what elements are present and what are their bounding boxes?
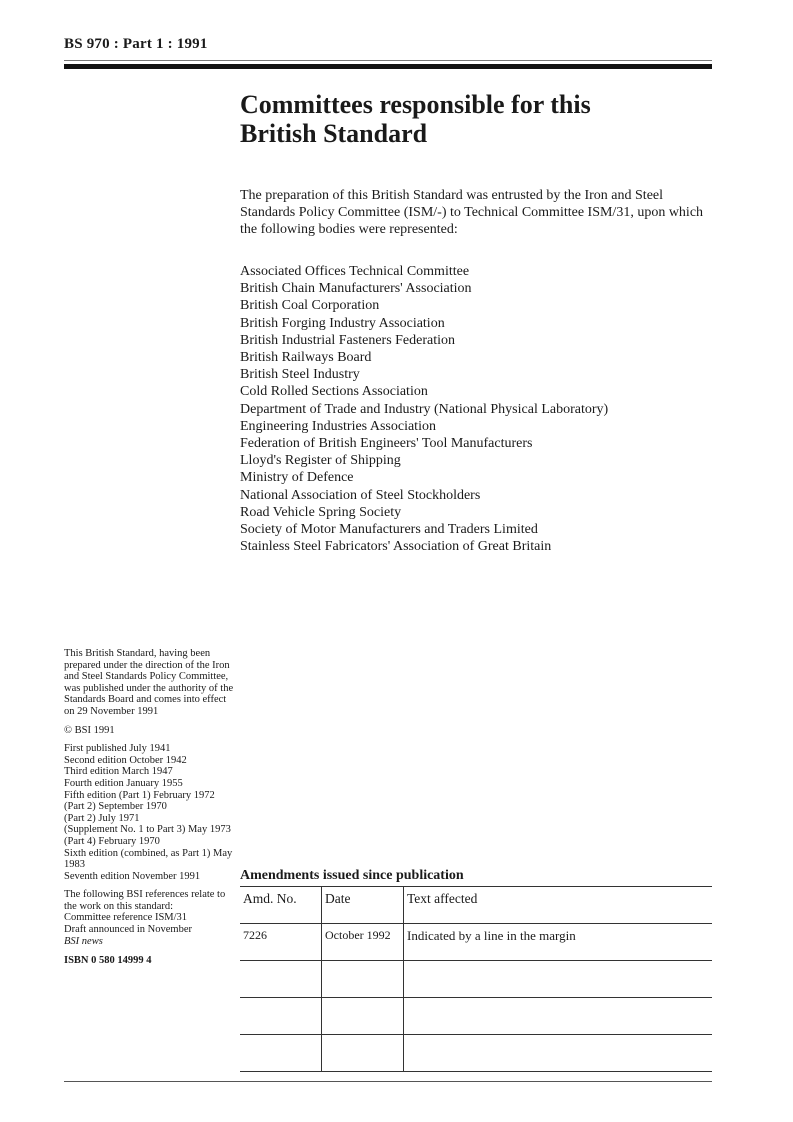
header-date: Date bbox=[322, 887, 404, 924]
authority-note: This British Standard, having been prepared under the direction of the Iron and Steel Standards Policy Committee, was published under the authority of the Standards Board and comes into effect on 29 November 1991 bbox=[64, 648, 234, 717]
edition-line: (Part 4) February 1970 bbox=[64, 835, 160, 847]
intro-paragraph: The preparation of this British Standard was entrusted by the Iron and Steel Standards Policy Committee (ISM/-) to Technical Committee ISM/31, upon which the following bodies were represented: bbox=[240, 188, 704, 237]
title-line-1: Committees responsible for this bbox=[240, 90, 591, 119]
list-item: British Coal Corporation bbox=[240, 298, 380, 314]
list-item: Department of Trade and Industry (National Physical Laboratory) bbox=[240, 401, 609, 417]
list-item: Lloyd's Register of Shipping bbox=[240, 453, 401, 469]
footer-rule bbox=[64, 1081, 712, 1082]
list-item: Cold Rolled Sections Association bbox=[240, 384, 428, 400]
table-row bbox=[240, 961, 712, 998]
header-thick-rule bbox=[64, 64, 712, 69]
list-item: British Steel Industry bbox=[240, 367, 360, 383]
list-item: British Railways Board bbox=[240, 350, 372, 366]
table-row bbox=[240, 998, 712, 1035]
committee-reference: Committee reference ISM/31 bbox=[64, 912, 188, 924]
cell-date: October 1992 bbox=[322, 924, 404, 961]
cell-empty bbox=[322, 961, 404, 998]
list-item: Federation of British Engineers' Tool Manufacturers bbox=[240, 436, 533, 452]
table-header-row bbox=[240, 887, 712, 924]
table-row bbox=[240, 924, 712, 961]
copyright-notice: © BSI 1991 bbox=[64, 724, 115, 736]
cell-empty bbox=[240, 998, 322, 1035]
edition-line: Fourth edition January 1955 bbox=[64, 777, 183, 789]
cell-empty bbox=[322, 998, 404, 1035]
list-item: National Association of Steel Stockholders bbox=[240, 487, 481, 503]
edition-line: (Supplement No. 1 to Part 3) May 1973 bbox=[64, 824, 231, 836]
cell-empty bbox=[404, 961, 713, 998]
list-item: British Industrial Fasteners Federation bbox=[240, 332, 456, 348]
header-thin-rule bbox=[64, 60, 712, 61]
publication-sidebar bbox=[64, 648, 234, 974]
list-item: Ministry of Defence bbox=[240, 470, 354, 486]
edition-line: First published July 1941 bbox=[64, 743, 171, 755]
isbn: ISBN 0 580 14999 4 bbox=[64, 955, 152, 967]
cell-empty bbox=[240, 1035, 322, 1072]
edition-line: (Part 2) July 1971 bbox=[64, 812, 140, 824]
edition-line: Seventh edition November 1991 bbox=[64, 870, 201, 882]
draft-announcement: Draft announced in November bbox=[64, 924, 192, 936]
represented-bodies-list bbox=[240, 263, 710, 555]
cell-empty bbox=[322, 1035, 404, 1072]
header-text-affected: Text affected bbox=[404, 887, 713, 924]
bsi-references bbox=[64, 889, 234, 947]
cell-empty bbox=[404, 1035, 713, 1072]
list-item: Stainless Steel Fabricators' Association of Great Britain bbox=[240, 539, 552, 555]
title-line-2: British Standard bbox=[240, 119, 428, 148]
amendments-table bbox=[240, 886, 712, 1072]
edition-line: Sixth edition (combined, as Part 1) May 1983 bbox=[64, 847, 233, 871]
cell-empty bbox=[240, 961, 322, 998]
list-item: Society of Motor Manufacturers and Traders Limited bbox=[240, 522, 538, 538]
cell-empty bbox=[404, 998, 713, 1035]
list-item: Engineering Industries Association bbox=[240, 418, 436, 434]
edition-line: Fifth edition (Part 1) February 1972 bbox=[64, 789, 215, 801]
page-title bbox=[240, 90, 700, 148]
edition-line: (Part 2) September 1970 bbox=[64, 801, 167, 813]
cell-amd-no: 7226 bbox=[240, 924, 322, 961]
list-item: Road Vehicle Spring Society bbox=[240, 504, 402, 520]
table-row bbox=[240, 1035, 712, 1072]
edition-line: Second edition October 1942 bbox=[64, 754, 187, 766]
list-item: British Chain Manufacturers' Association bbox=[240, 281, 472, 297]
amendments-title: Amendments issued since publication bbox=[240, 868, 464, 883]
bsi-news: BSI news bbox=[64, 935, 103, 947]
list-item: Associated Offices Technical Committee bbox=[240, 264, 470, 279]
edition-line: Third edition March 1947 bbox=[64, 766, 173, 778]
list-item: British Forging Industry Association bbox=[240, 315, 445, 331]
document-reference: BS 970 : Part 1 : 1991 bbox=[64, 36, 208, 52]
edition-history bbox=[64, 743, 234, 882]
cell-text-affected: Indicated by a line in the margin bbox=[404, 924, 713, 961]
references-intro: The following BSI references relate to the work on this standard: bbox=[64, 889, 226, 912]
header-amd-no: Amd. No. bbox=[240, 887, 322, 924]
